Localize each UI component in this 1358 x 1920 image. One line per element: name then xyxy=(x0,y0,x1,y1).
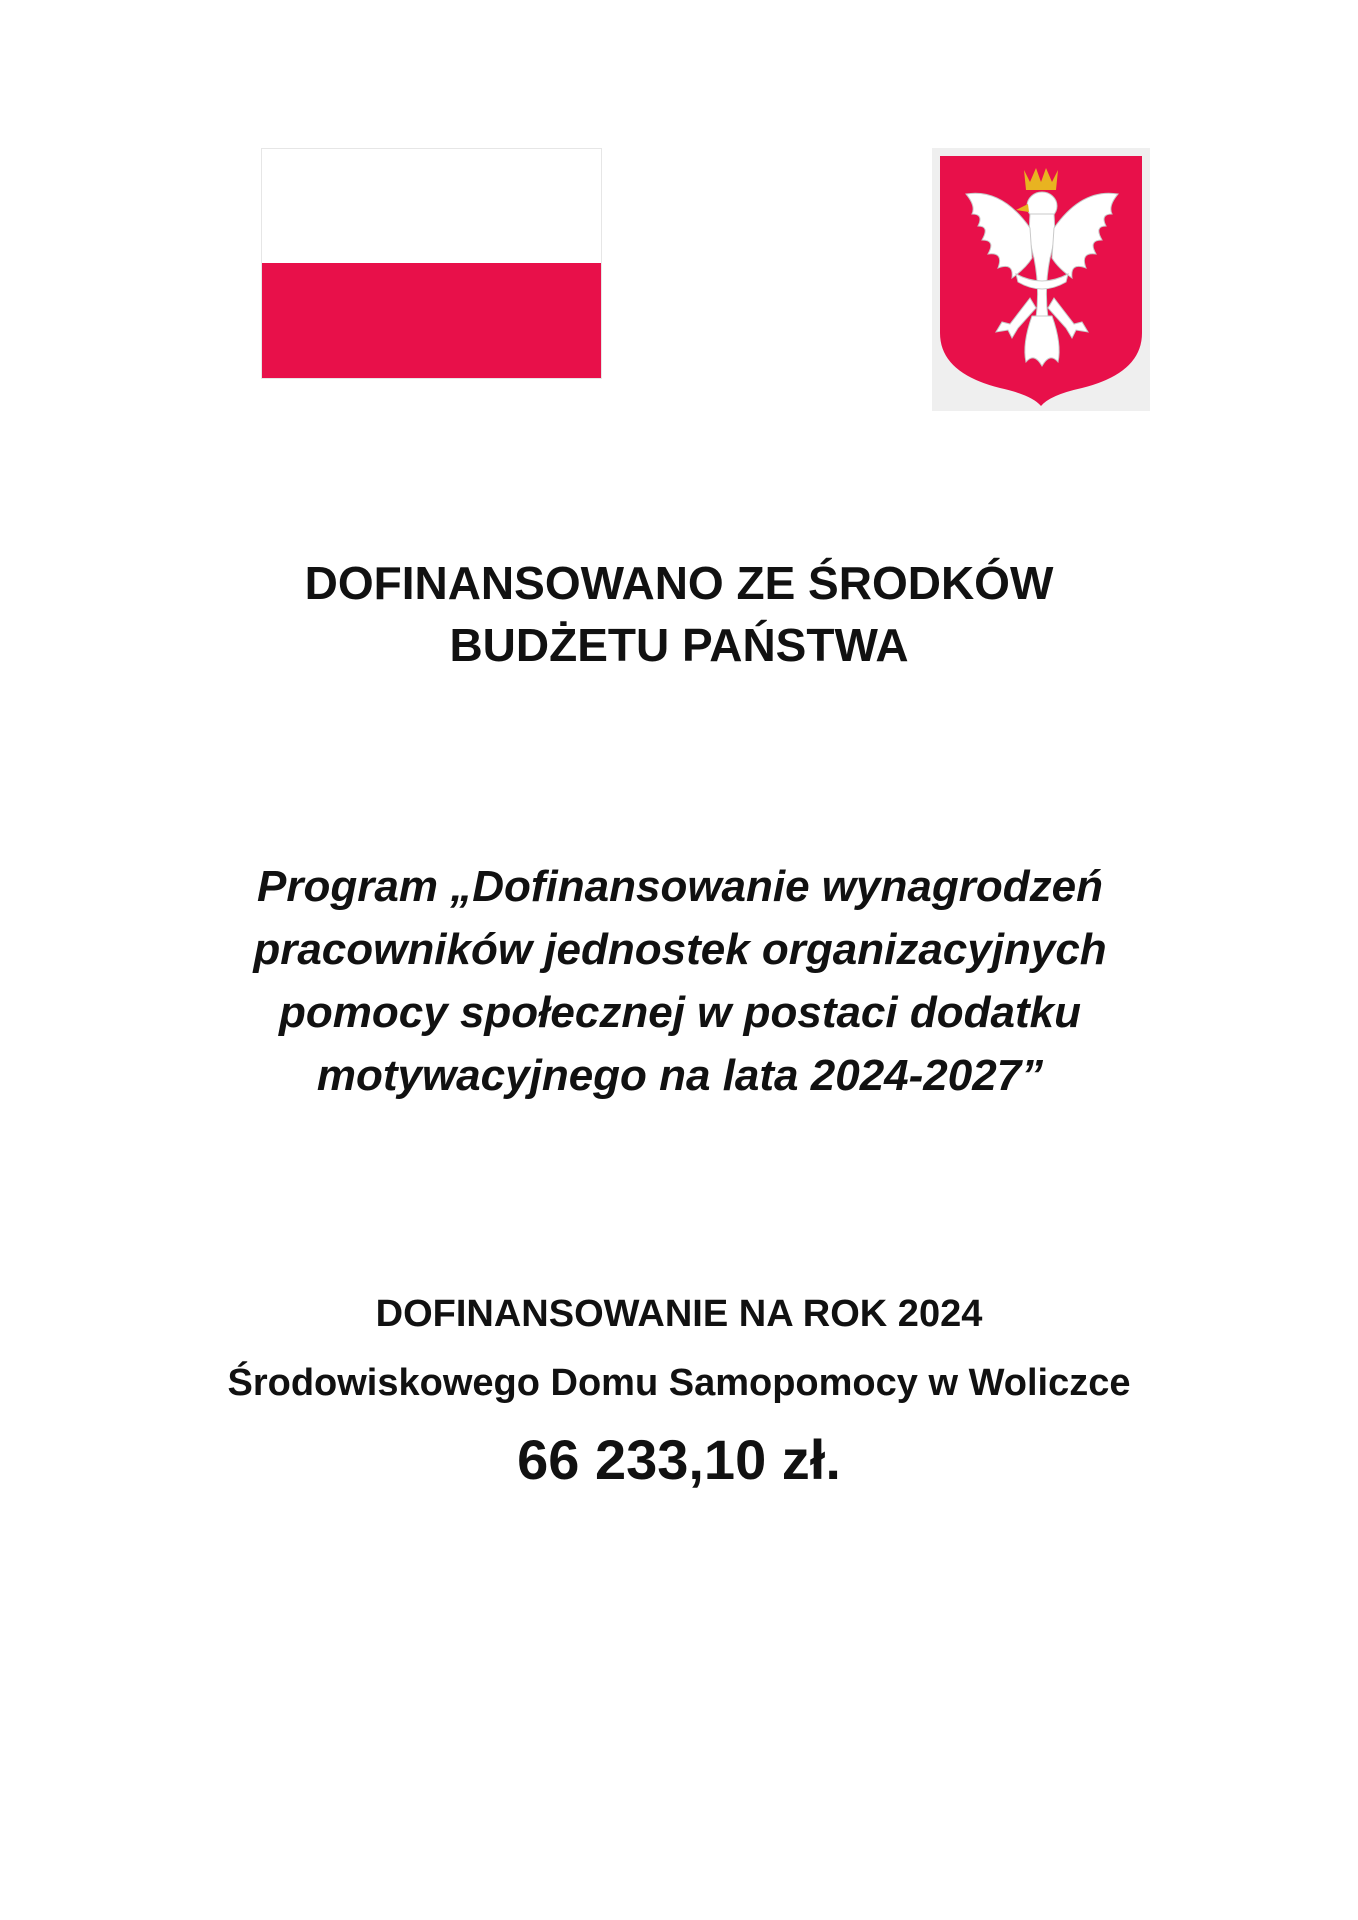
institution-name: Środowiskowego Domu Samopomocy w Woliczce xyxy=(227,1362,1131,1404)
program-line-2: pracowników jednostek organizacyjnych xyxy=(253,925,1107,974)
program-line-1: Program „Dofinansowanie wynagrodzeń xyxy=(257,862,1103,911)
program-line-3: pomocy społecznej w postaci dodatku xyxy=(279,988,1081,1037)
program-line-4: motywacyjnego na lata 2024-2027” xyxy=(316,1051,1044,1100)
page-title xyxy=(0,552,1358,676)
title-line-2: BUDŻETU PAŃSTWA xyxy=(449,619,909,671)
flag-white-stripe xyxy=(262,149,601,263)
funding-amount: 66 233,10 zł. xyxy=(517,1428,841,1491)
white-eagle-coat-of-arms-icon xyxy=(932,148,1150,411)
poland-flag-icon xyxy=(262,149,601,378)
title-line-1: DOFINANSOWANO ZE ŚRODKÓW xyxy=(304,557,1054,609)
flag-red-stripe xyxy=(262,263,601,378)
program-description xyxy=(140,855,1220,1107)
funding-year-label: DOFINANSOWANIE NA ROK 2024 xyxy=(375,1293,983,1335)
